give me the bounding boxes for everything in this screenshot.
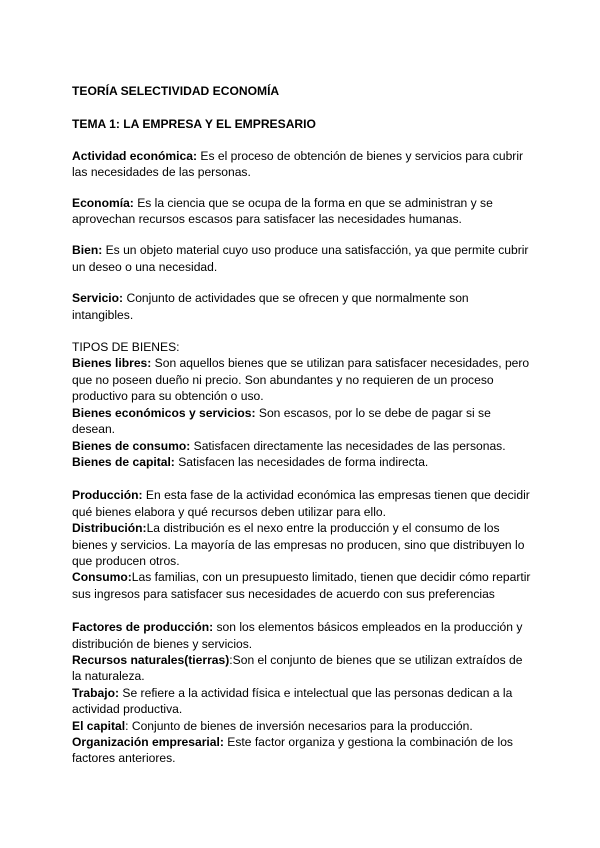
tipo-text: Son aquellos bienes que se utilizan para satisfacer necesidades, pero que no poseen dueño ni precio. Son abundantes y no requieren de un proceso productivo para su obtención o uso. (72, 356, 530, 404)
factor-text: Se refiere a la actividad física e intelectual que las personas dedican a la actividad productiva. (72, 685, 513, 717)
factor-trabajo (72, 685, 532, 718)
fase-text: Las familias, con un presupuesto limitado, tienen que decidir cómo repartir sus ingresos para satisfacer sus necesidades de acuerdo con sus preferencias (72, 570, 531, 601)
factor-capital (72, 718, 532, 734)
factor-text: son los elementos básicos empleados en la producción y distribución de bienes y servicios. (72, 620, 523, 651)
fase-term: Producción: (72, 488, 143, 503)
tipo-term: Bienes de consumo: (72, 438, 191, 453)
definition-servicio (72, 290, 532, 323)
definition-economia (72, 195, 532, 228)
document-body (72, 83, 532, 767)
fase-distribucion (72, 520, 532, 569)
definition-text: Es la ciencia que se ocupa de la forma en que se administran y se aprovechan recursos escasos para satisfacer las necesidades humanas. (72, 195, 493, 227)
definition-text: Es el proceso de obtención de bienes y servicios para cubrir las necesidades de las personas. (72, 148, 524, 180)
fase-text: La distribución es el nexo entre la producción y el consumo de los bienes y servicios. La mayoría de las empresas no producen, sino que distribuyen lo que producen otros. (72, 521, 525, 568)
definition-text: Conjunto de actividades que se ofrecen y que normalmente son intangibles. (72, 291, 469, 322)
tipos-de-bienes-heading: TIPOS DE BIENES: (72, 340, 180, 355)
tipo-bienes-consumo (72, 438, 532, 454)
fase-consumo (72, 569, 532, 602)
definition-term: Actividad económica: (72, 148, 198, 163)
fase-term: Distribución: (72, 521, 147, 536)
tipo-bienes-economicos (72, 405, 532, 438)
tipo-text: Son escasos, por lo se debe de pagar si se desean. (72, 405, 491, 437)
definition-actividad-economica (72, 148, 532, 181)
factor-produccion (72, 619, 532, 652)
fase-produccion (72, 487, 532, 520)
fase-term: Consumo: (72, 570, 132, 585)
factor-organizacion (72, 734, 532, 767)
factor-term: Factores de producción: (72, 620, 214, 635)
factor-recursos-naturales (72, 652, 532, 685)
document-title: TEORÍA SELECTIVIDAD ECONOMÍA (72, 84, 280, 98)
tipo-text: Satisfacen las necesidades de forma indirecta. (174, 454, 429, 469)
tipo-bienes-capital (72, 454, 532, 470)
definition-term: Servicio: (72, 291, 124, 306)
tipo-term: Bienes económicos y servicios: (72, 405, 256, 420)
tipo-term: Bienes de capital: (72, 454, 175, 469)
definition-term: Bien: (72, 243, 103, 258)
definition-bien (72, 242, 532, 275)
factor-term: El capital (72, 718, 126, 733)
factor-term: Trabajo: (72, 685, 120, 700)
tipo-term: Bienes libres: (72, 356, 152, 371)
factor-text: :Son el conjunto de bienes que se utilizan extraídos de la naturaleza. (72, 652, 523, 684)
definition-term: Economía: (72, 195, 134, 210)
document-subtitle: TEMA 1: LA EMPRESA Y EL EMPRESARIO (72, 117, 316, 132)
tipo-text: Satisfacen directamente las necesidades de las personas. (190, 438, 506, 453)
factor-term: Recursos naturales(tierras) (72, 652, 230, 667)
definition-text: Es un objeto material cuyo uso produce una satisfacción, ya que permite cubrir un deseo o una necesidad. (72, 243, 529, 274)
factor-text: Este factor organiza y gestiona la combinación de los factores anteriores. (72, 735, 513, 766)
fase-text: En esta fase de la actividad económica las empresas tienen que decidir qué bienes elabora y qué recursos deben utilizar para ello. (72, 488, 530, 519)
factor-term: Organización empresarial: (72, 735, 224, 749)
tipo-bienes-libres (72, 355, 532, 404)
factor-text: : Conjunto de bienes de inversión necesarios para la producción. (125, 718, 473, 733)
